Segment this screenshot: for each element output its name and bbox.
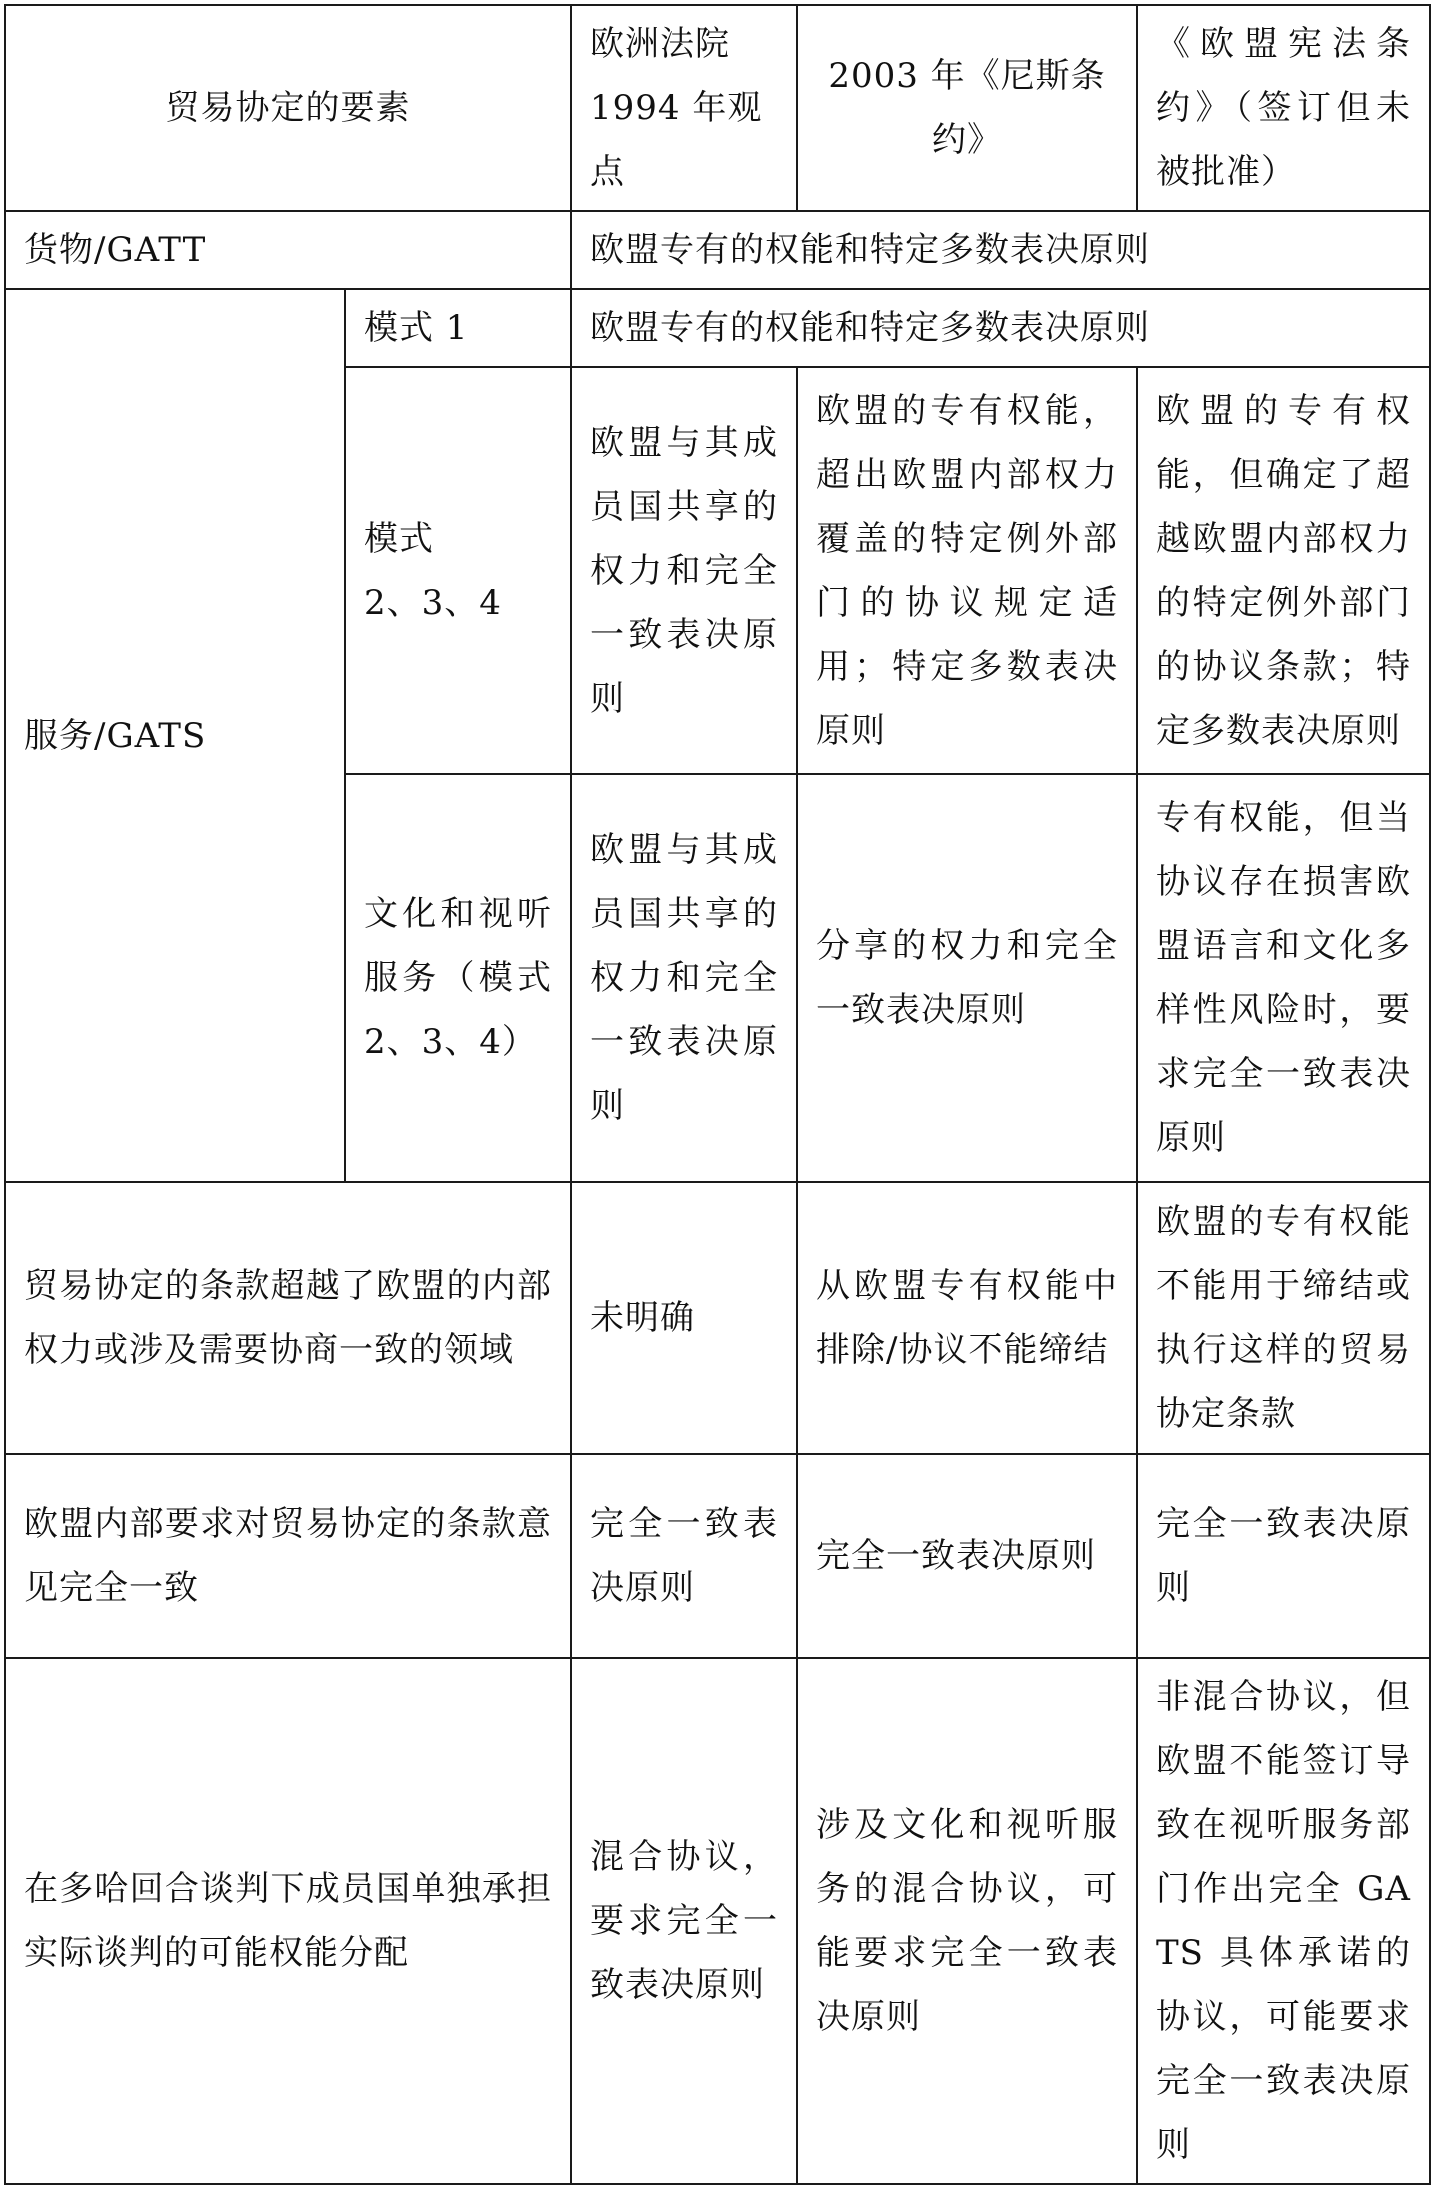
goods-value: 欧盟专有的权能和特定多数表决原则 <box>571 211 1430 289</box>
mode234-nice: 欧盟的专有权能，超出欧盟内部权力覆盖的特定例外部门的协议规定适用；特定多数表决原则 <box>797 367 1137 774</box>
unanimity-constitution: 完全一致表决原则 <box>1137 1454 1430 1658</box>
mode234-constitution: 欧盟的专有权能，但确定了超越欧盟内部权力的特定例外部门的协议条款；特定多数表决原则 <box>1137 367 1430 774</box>
beyond-constitution: 欧盟的专有权能不能用于缔结或执行这样的贸易协定条款 <box>1137 1182 1430 1454</box>
cultural-nice: 分享的权力和完全一致表决原则 <box>797 774 1137 1182</box>
doha-nice: 涉及文化和视听服务的混合协议，可能要求完全一致表决原则 <box>797 1658 1137 2184</box>
mode1-value: 欧盟专有的权能和特定多数表决原则 <box>571 289 1430 367</box>
row-goods <box>5 211 1430 289</box>
doha-constitution: 非混合协议，但欧盟不能签订导致在视听服务部门作出完全 GATS 具体承诺的协议，可能要求完全一致表决原则 <box>1137 1658 1430 2184</box>
unanimity-label: 欧盟内部要求对贸易协定的条款意见完全一致 <box>5 1454 571 1658</box>
header-ecj: 欧洲法院 1994 年观点 <box>571 5 797 211</box>
mode234-label: 模式 2、3、4 <box>345 367 571 774</box>
goods-label: 货物/GATT <box>5 211 571 289</box>
mode1-label: 模式 1 <box>345 289 571 367</box>
unanimity-ecj: 完全一致表决原则 <box>571 1454 797 1658</box>
unanimity-nice: 完全一致表决原则 <box>797 1454 1137 1658</box>
mode234-ecj: 欧盟与其成员国共享的权力和完全一致表决原则 <box>571 367 797 774</box>
competence-comparison-table <box>4 4 1431 2185</box>
cultural-ecj: 欧盟与其成员国共享的权力和完全一致表决原则 <box>571 774 797 1182</box>
row-beyond-powers <box>5 1182 1430 1454</box>
header-constitution: 《欧盟宪法条约》（签订但未被批准） <box>1137 5 1430 211</box>
doha-ecj: 混合协议，要求完全一致表决原则 <box>571 1658 797 2184</box>
cultural-label: 文化和视听服务（模式 2、3、4） <box>345 774 571 1182</box>
services-label: 服务/GATS <box>5 289 345 1182</box>
beyond-ecj: 未明确 <box>571 1182 797 1454</box>
header-row <box>5 5 1430 211</box>
cultural-constitution: 专有权能，但当协议存在损害欧盟语言和文化多样性风险时，要求完全一致表决原则 <box>1137 774 1430 1182</box>
header-nice: 2003 年《尼斯条约》 <box>797 5 1137 211</box>
beyond-label: 贸易协定的条款超越了欧盟的内部权力或涉及需要协商一致的领域 <box>5 1182 571 1454</box>
row-unanimity <box>5 1454 1430 1658</box>
doha-label: 在多哈回合谈判下成员国单独承担实际谈判的可能权能分配 <box>5 1658 571 2184</box>
beyond-nice: 从欧盟专有权能中排除/协议不能缔结 <box>797 1182 1137 1454</box>
row-doha <box>5 1658 1430 2184</box>
header-elements: 贸易协定的要素 <box>5 5 571 211</box>
row-services-mode1 <box>5 289 1430 367</box>
